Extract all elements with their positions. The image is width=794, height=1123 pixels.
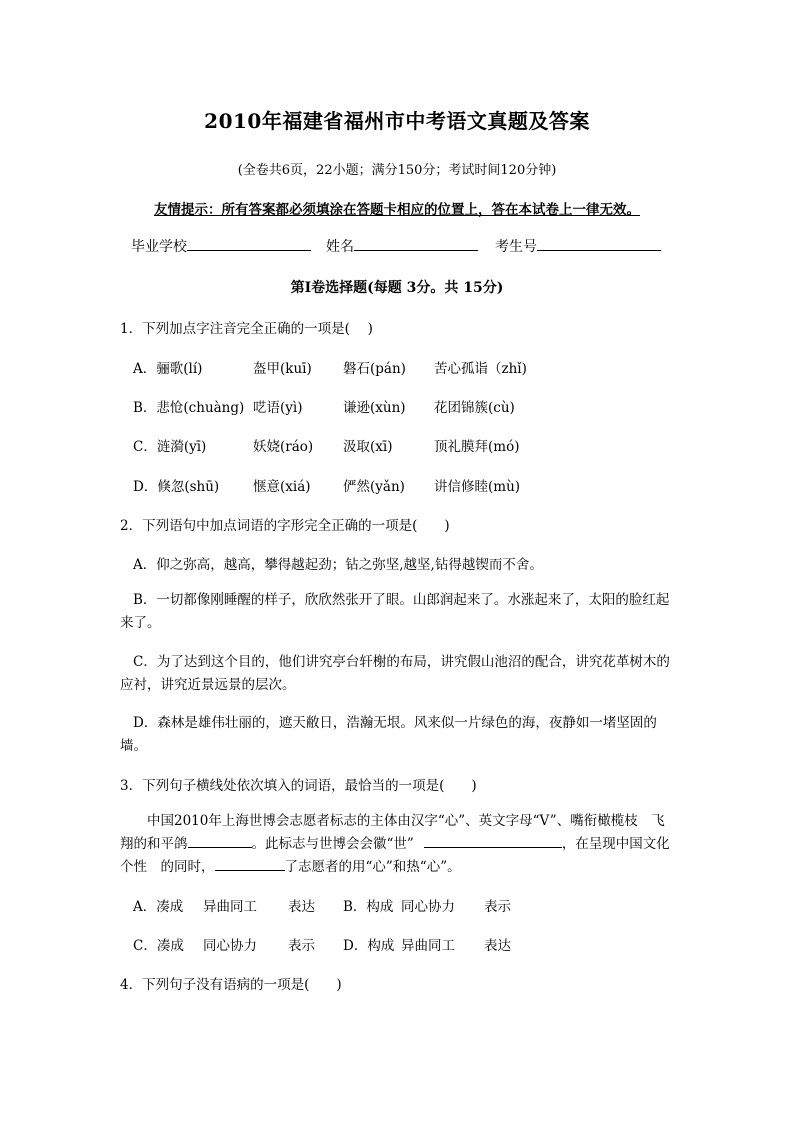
q1-option-d-item1: D．倏忽(shū) (133, 479, 220, 495)
q3-option-d-word2: 异曲同工 (401, 938, 455, 954)
q3-option-a-word3: 表达 (288, 899, 315, 915)
q3-passage-part1: 中国2010年上海世博会志愿者标志的主体由汉字“心”、英文字母“V”、嘴衔橄榄枝 飞翔的和平鸽 (120, 813, 665, 852)
question-2-stem: 2．下列语句中加点词语的字形完全正确的一项是( ) (120, 518, 450, 534)
exam-number-label: 考生号 (495, 239, 537, 255)
q3-passage (120, 810, 676, 879)
name-blank[interactable] (354, 236, 478, 251)
q1-option-d-item2: 惬意(xiá) (253, 479, 311, 495)
q3-passage-part4: 了志愿者的用“心”和热“心”。 (284, 859, 461, 875)
q3-option-b-label: B．构成 (343, 899, 394, 915)
exam-number-field (495, 236, 661, 256)
q1-option-b-item1: B．悲怆(chuàng) (133, 400, 245, 416)
exam-info-subtitle: (全卷共6页，22小题；满分150分；考试时间120分钟) (237, 163, 557, 178)
section-title: 第Ⅰ卷选择题(每题 3分。共 15分) (290, 280, 504, 296)
q1-option-a-item1: A．骊歌(lí) (133, 361, 203, 377)
q3-option-c-label: C．凑成 (133, 938, 184, 954)
name-field (326, 236, 478, 256)
q3-option-d-word3: 表达 (484, 938, 511, 954)
q1-option-c-item3: 汲取(xī) (343, 439, 393, 455)
q3-blank-3[interactable] (215, 856, 285, 871)
q3-option-b-word3: 表示 (484, 899, 511, 915)
question-1-stem: 1．下列加点字注音完全正确的一项是( ) (120, 321, 373, 337)
q3-blank-2[interactable] (424, 833, 562, 848)
q2-option-a: A．仰之弥高，越高，攀得越起劲；钻之弥坚,越坚,钻得越锲而不舍。 (133, 557, 543, 573)
q1-option-a-item4: 苦心孤诣（zhǐ) (434, 361, 527, 377)
school-blank[interactable] (187, 236, 311, 251)
q3-passage-part2: 。此标志与世博会会徽“世” (251, 836, 414, 852)
q1-option-b-item3: 谦逊(xùn) (343, 400, 406, 416)
q3-option-b-word2: 同心协力 (401, 899, 455, 915)
name-label: 姓名 (326, 239, 354, 255)
q1-option-c-item1: C．涟漪(yī) (133, 439, 207, 455)
page-title: 2010年福建省福州市中考语文真题及答案 (204, 109, 590, 133)
q1-option-d-item4: 讲信修睦(mù) (434, 479, 521, 495)
q3-passage-part3: ，在呈现中国文化个性 的同时， (120, 836, 670, 875)
q1-option-c-item2: 妖娆(ráo) (253, 439, 314, 455)
question-3-stem: 3．下列句子横线处依次填入的词语，最恰当的一项是( ) (120, 778, 477, 794)
school-field (131, 236, 311, 256)
q2-option-c: C．为了达到这个目的，他们讲究亭台轩榭的布局，讲究假山池沼的配合，讲究花革树木的应衬，讲究近景远景的层次。 (120, 654, 670, 693)
q2-option-d: D．森林是雄伟壮丽的，遮天敝日，浩瀚无垠。风来似一片绿色的海，夜静如一堵坚固的墙。 (120, 715, 657, 754)
q1-option-d-item3: 俨然(yǎn) (343, 479, 405, 495)
friendly-notice: 友情提示：所有答案都必须填涂在答题卡相应的位置上，答在本试卷上一律无效。 (154, 202, 640, 218)
q3-option-a-word2: 异曲同工 (203, 899, 257, 915)
q1-option-a-item2: 盔甲(kuī) (253, 361, 312, 377)
q1-option-a-item3: 磐石(pán) (343, 361, 406, 377)
q3-option-c-word2: 同心协力 (203, 938, 257, 954)
q3-option-c-word3: 表示 (288, 938, 315, 954)
q3-blank-1[interactable] (188, 833, 252, 848)
question-4-stem: 4．下列句子没有语病的一项是( ) (120, 977, 342, 993)
q3-option-a-label: A．凑成 (133, 899, 184, 915)
school-label: 毕业学校 (131, 239, 187, 255)
exam-number-blank[interactable] (537, 236, 661, 251)
q1-option-c-item4: 顶礼膜拜(mó) (434, 439, 520, 455)
q1-option-b-item2: 呓语(yì) (253, 400, 303, 416)
q3-option-d-label: D．构成 (343, 938, 395, 954)
q2-option-b: B．一切都像刚睡醒的样子，欣欣然张开了眼。山郎润起来了。水涨起来了，太阳的脸红起来了。 (120, 592, 670, 631)
q1-option-b-item4: 花团锦簇(cù) (434, 400, 515, 416)
